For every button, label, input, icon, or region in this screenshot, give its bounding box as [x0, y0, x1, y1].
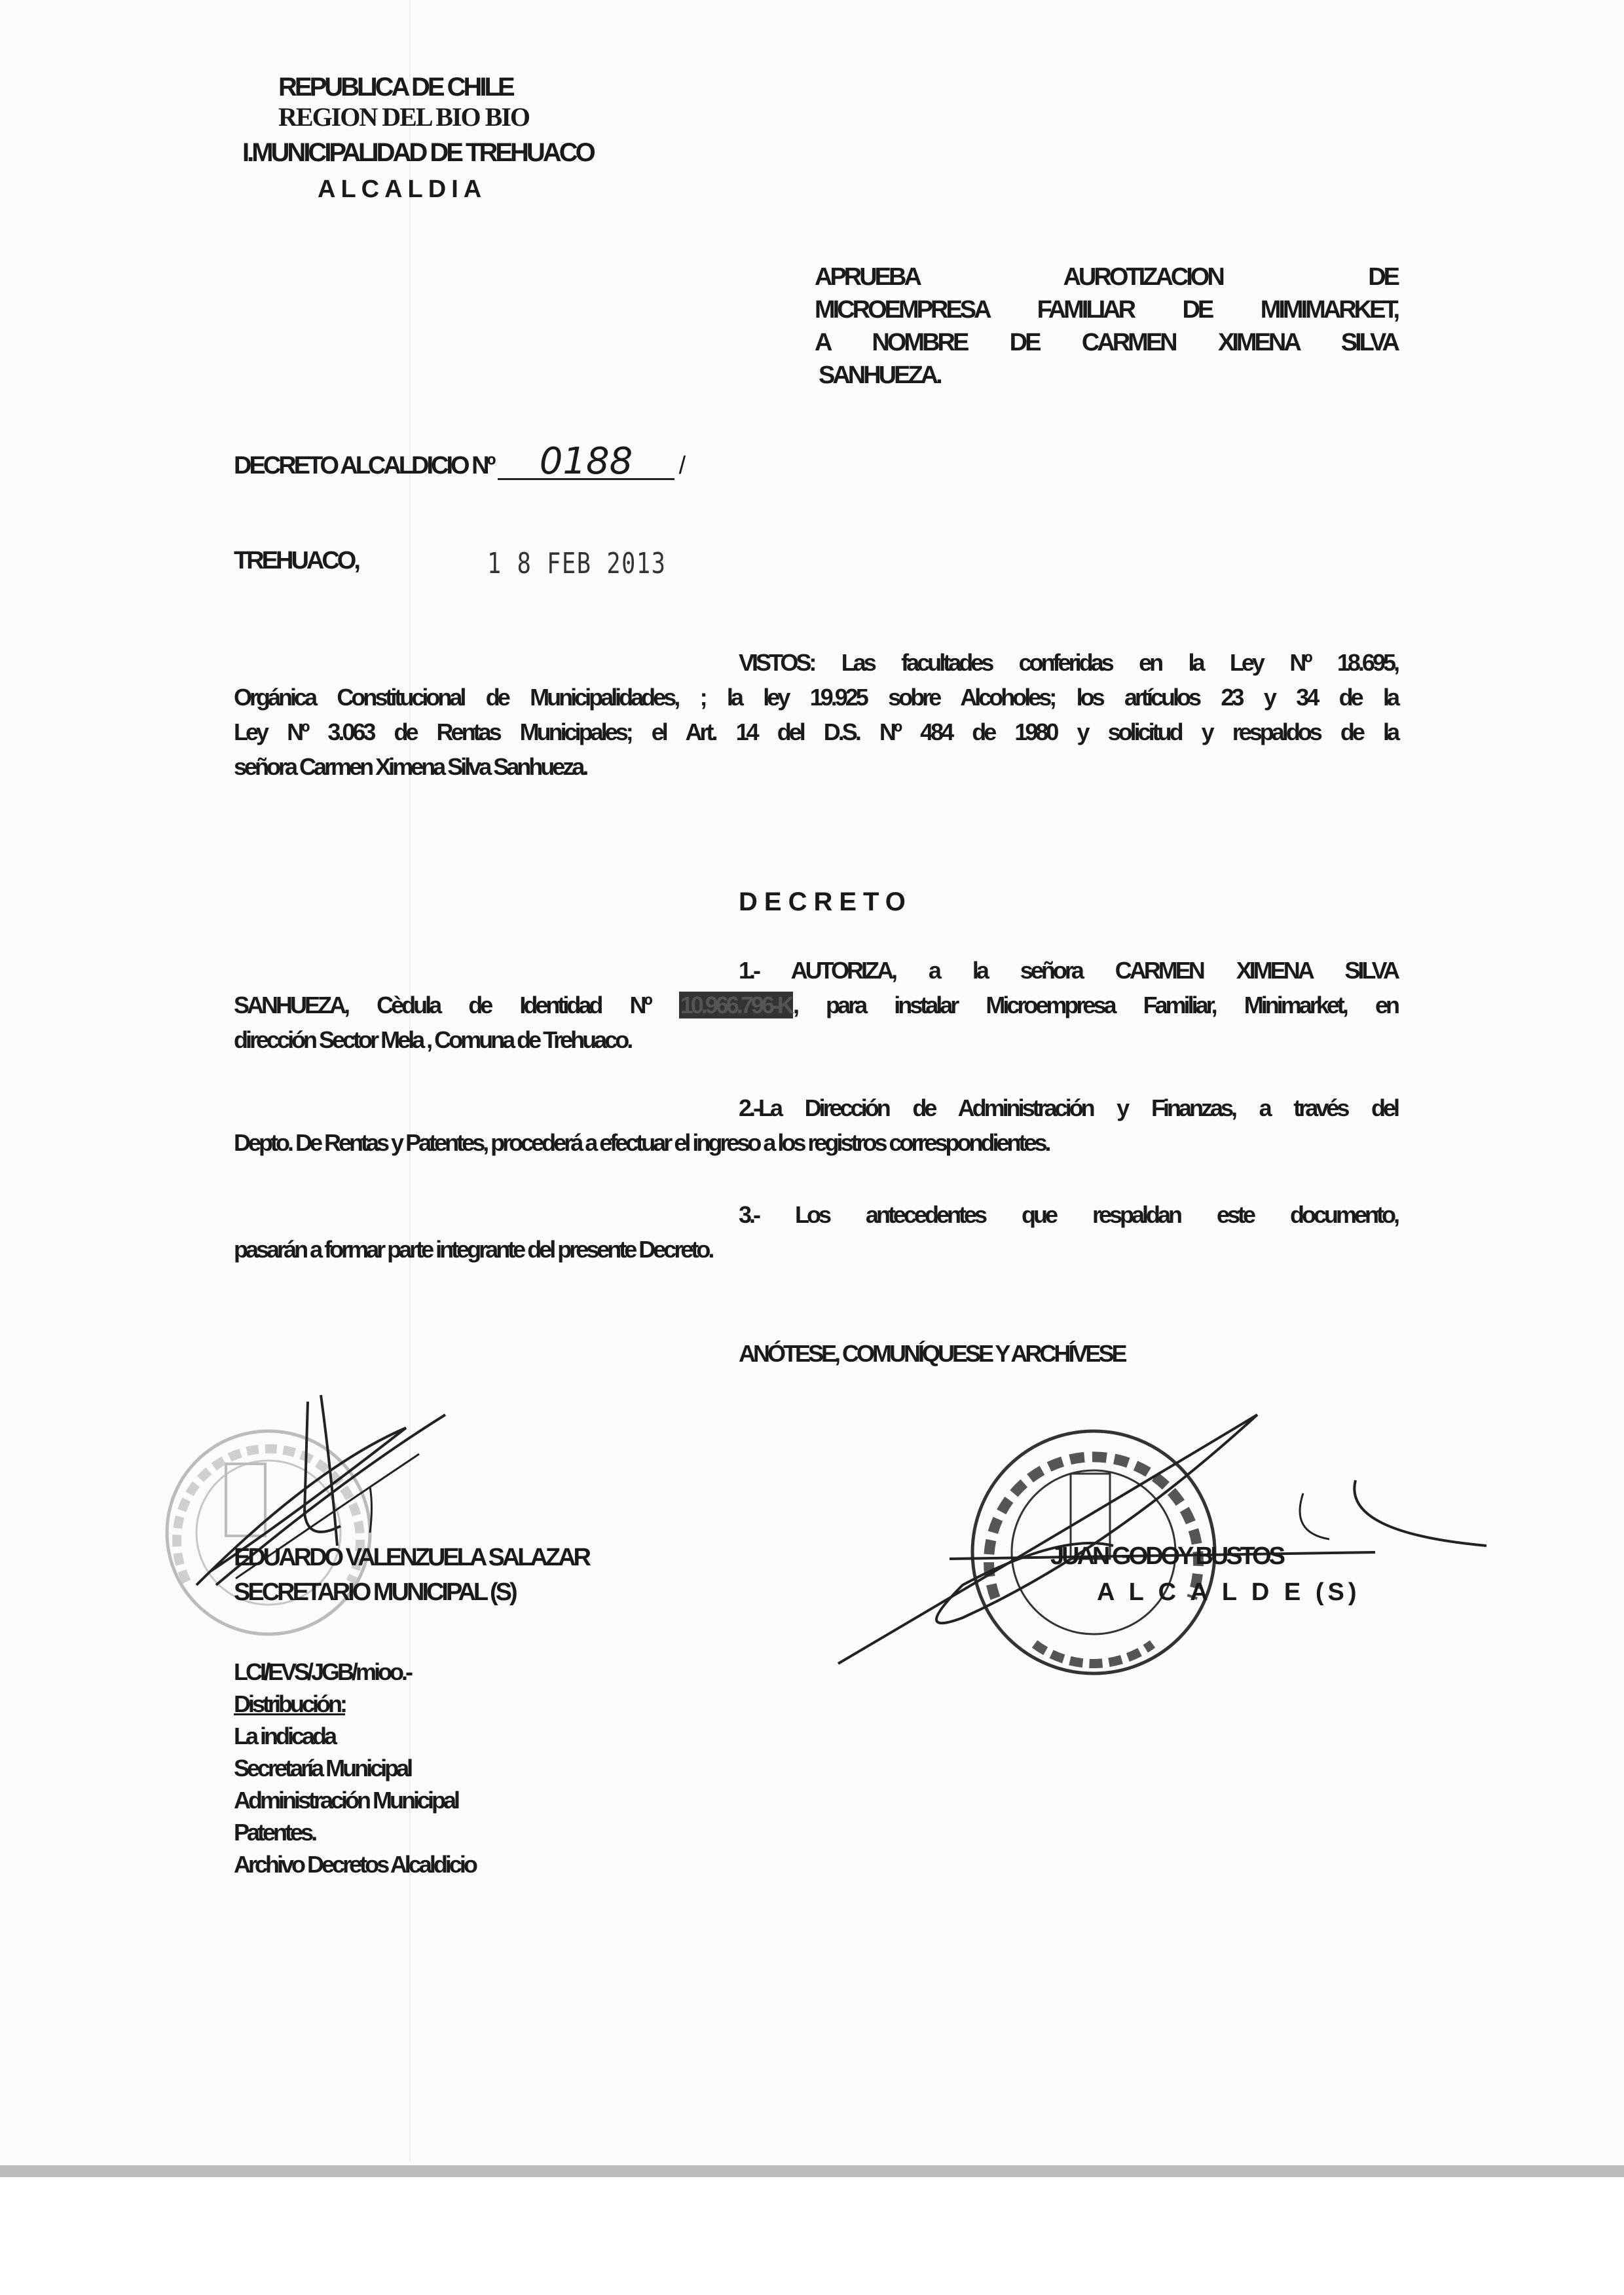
- article-line: [234, 988, 1397, 1022]
- distribution-item: Patentes.: [234, 1819, 316, 1846]
- distribution-label: Distribución:: [234, 1690, 345, 1717]
- subject-line: APRUEBA AUROTIZACION DE: [815, 263, 1397, 291]
- subject-line: SANHUEZA.: [819, 362, 940, 389]
- distribution-item: Secretaría Municipal: [234, 1755, 411, 1782]
- secretary-name: EDUARDO VALENZUELA SALAZAR: [234, 1544, 589, 1571]
- letterhead-office: ALCALDIA: [318, 176, 487, 203]
- page-margin: [0, 2177, 1624, 2295]
- article-line: dirección Sector Mela , Comuna de Trehuaco.: [234, 1026, 631, 1053]
- slash-mark: /: [678, 452, 684, 479]
- article-line: Depto. De Rentas y Patentes, procederá a efectuar el ingreso a los registros correspondientes.: [234, 1129, 1049, 1156]
- mayor-title: A L C A L D E (S): [1097, 1578, 1361, 1606]
- subject-line: A NOMBRE DE CARMEN XIMENA SILVA: [815, 329, 1397, 356]
- letterhead-region: REGION DEL BIO BIO: [278, 102, 530, 132]
- decreto-heading: DECRETO: [739, 887, 912, 916]
- letterhead: [242, 72, 593, 204]
- vistos-line: Ley Nº 3.063 de Rentas Municipales; el Art. 14 del D.S. Nº 484 de 1980 y solicitud y respaldos de la: [234, 718, 1397, 745]
- letterhead-municipality: I.MUNICIPALIDAD DE TREHUACO: [242, 138, 593, 167]
- secretary-title: SECRETARIO MUNICIPAL (S): [234, 1578, 515, 1606]
- distribution-item: Administración Municipal: [234, 1787, 458, 1814]
- distribution-item: La indicada: [234, 1723, 335, 1749]
- closing-formula: ANÓTESE, COMUNÍQUESE Y ARCHÍVESE: [739, 1340, 1125, 1367]
- decree-number-handwritten: 0188: [498, 445, 674, 480]
- id-number-redacted: 10.966.796-K: [680, 992, 792, 1018]
- date-stamp: 1 8 FEB 2013: [487, 547, 667, 580]
- article-line: 1.- AUTORIZA, a la señora CARMEN XIMENA SILVA: [739, 957, 1397, 984]
- letterhead-country: REPUBLICA DE CHILE: [278, 73, 513, 102]
- typist-initials: LCI/EVS/JGB/mioo.-: [234, 1658, 411, 1685]
- article-text: , para instalar Microempresa Familiar, Minimarket, en: [792, 992, 1397, 1018]
- vistos-line: señora Carmen Ximena Silva Sanhueza.: [234, 753, 587, 780]
- scan-edge-bar: [0, 2165, 1624, 2177]
- distribution-block: [234, 1656, 475, 1880]
- article-line: pasarán a formar parte integrante del presente Decreto.: [234, 1236, 712, 1263]
- article-line: 3.- Los antecedentes que respaldan este documento,: [739, 1201, 1397, 1228]
- place-label: TREHUACO,: [234, 547, 358, 574]
- article-line: 2.-La Dirección de Administración y Finanzas, a través del: [739, 1094, 1397, 1121]
- article-text: SANHUEZA, Cèdula de Identidad Nº: [234, 992, 650, 1018]
- decree-subject: [815, 261, 1397, 392]
- decree-number-label: DECRETO ALCALDICIO Nº: [234, 452, 494, 479]
- vistos-line: Orgánica Constitucional de Municipalidades, ; la ley 19.925 sobre Alcoholes; los artículos 23 y 34 de la: [234, 684, 1397, 711]
- mayor-name: JUAN GODOY BUSTOS: [1050, 1542, 1283, 1570]
- subject-line: MICROEMPRESA FAMILIAR DE MIMIMARKET,: [815, 296, 1397, 324]
- distribution-item: Archivo Decretos Alcaldicio: [234, 1851, 475, 1878]
- decree-number-row: [234, 440, 684, 483]
- vistos-line: VISTOS: Las facultades conferidas en la Ley Nº 18.695,: [739, 649, 1397, 676]
